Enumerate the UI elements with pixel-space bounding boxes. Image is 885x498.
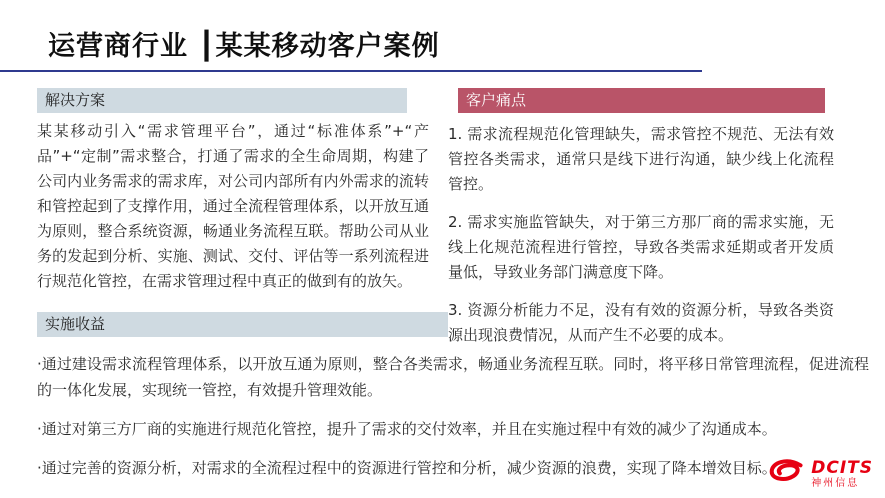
pain-point-item: 3. 资源分析能力不足，没有有效的资源分析，导致各类资源出现浪费情况，从而产生不必要的成本。 bbox=[448, 301, 834, 344]
benefits-section bbox=[37, 312, 869, 494]
benefits-header: 实施收益 bbox=[37, 312, 448, 337]
dcits-logo bbox=[767, 459, 873, 490]
benefit-item: ·通过建设需求流程管理体系，以开放互通为原则，整合各类需求，畅通业务流程互联。同时，将平移日常管理流程，促进流程的一体化发展，实现统一管控，有效提升管理效能。 bbox=[37, 355, 869, 399]
benefit-item: ·通过完善的资源分析，对需求的全流程过程中的资源进行管控和分析，减少资源的浪费，实现了降本增效目标。 bbox=[37, 459, 777, 477]
solution-body: 某某移动引入“需求管理平台”，通过“标准体系”+“产品”+“定制”需求整合，打通了需求的全生命周期，构建了公司内业务需求的需求库，对公司内部所有内外需求的流转和管控起到了支撑作用，通过全流程管理体系，以开放互通为原则，整合系统资源，畅通业务流程互联。帮助公司从业务的发起到分析、实施、测试、交付、评估等一系列流程进行规范化管控，在需求管理过程中真正的做到有的放矢。 bbox=[37, 122, 429, 290]
pain-points-section bbox=[448, 88, 834, 348]
benefit-list bbox=[37, 351, 869, 481]
page-title: 运营商行业 ┃某某移动客户案例 bbox=[48, 31, 440, 62]
dcits-brand-text: DCITS bbox=[811, 458, 873, 478]
pain-point-item: 1. 需求流程规范化管理缺失，需求管控不规范、无法有效管控各类需求，通常只是线下进行沟通，缺少线上化流程管控。 bbox=[448, 125, 834, 193]
dcits-swoosh-icon bbox=[767, 459, 807, 490]
pain-point-item: 2. 需求实施监管缺失，对于第三方那厂商的需求实施，无线上化规范流程进行管控，导致各类需求延期或者开发质量低，导致业务部门满意度下降。 bbox=[448, 213, 834, 281]
solution-section bbox=[37, 88, 429, 294]
solution-header: 解决方案 bbox=[37, 88, 407, 113]
pain-points-header: 客户痛点 bbox=[458, 88, 825, 113]
title-divider bbox=[0, 70, 702, 72]
benefit-item: ·通过对第三方厂商的实施进行规范化管控，提升了需求的交付效率，并且在实施过程中有效的减少了沟通成本。 bbox=[37, 420, 777, 438]
dcits-company-text: 神州信息 bbox=[811, 478, 860, 489]
dcits-logo-text bbox=[811, 460, 873, 489]
